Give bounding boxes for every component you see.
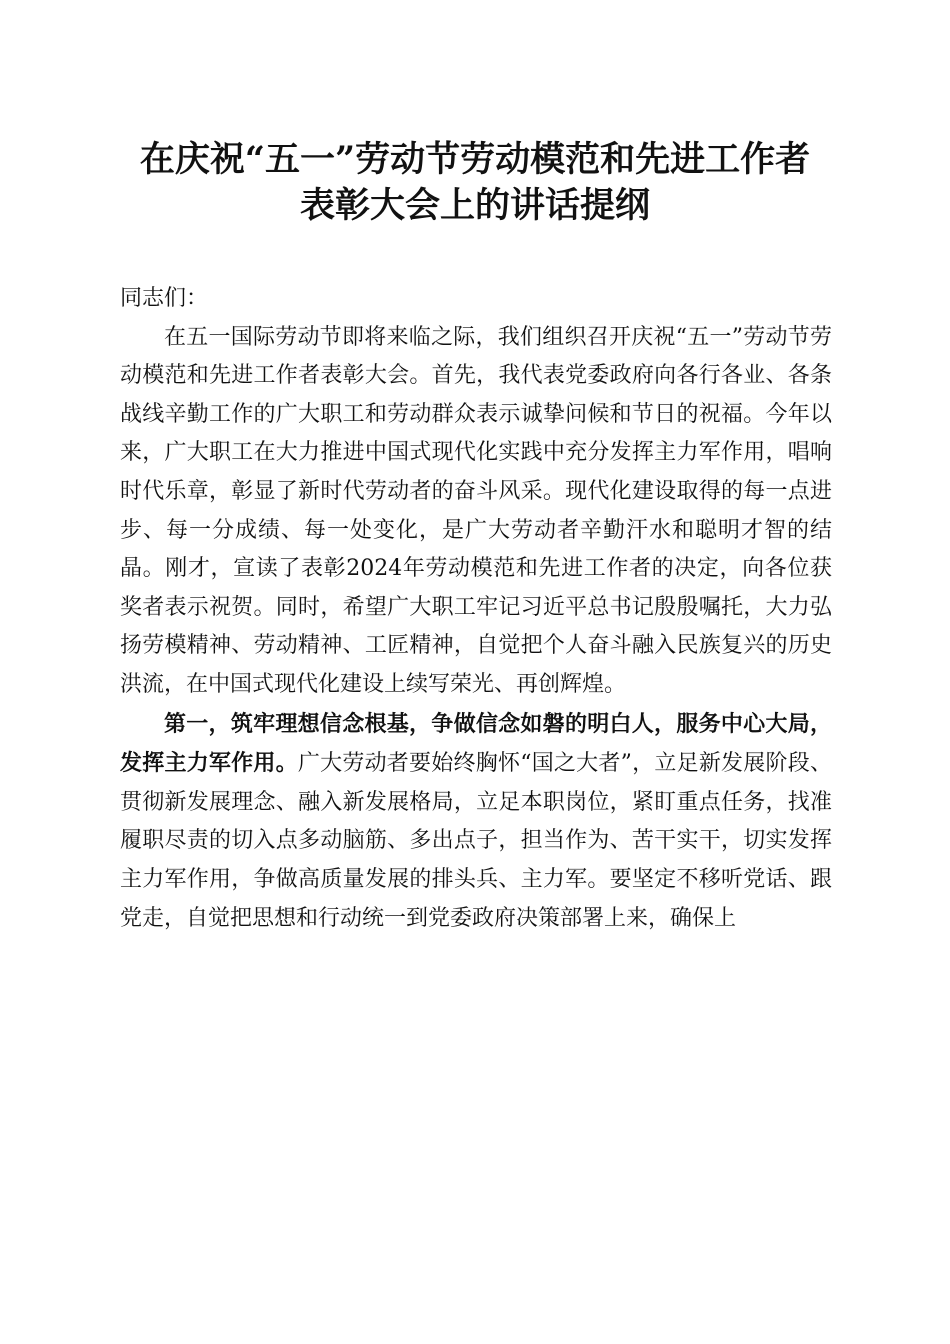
paragraph-1: 在五一国际劳动节即将来临之际，我们组织召开庆祝“五一”劳动节劳动模范和先进工作者表彰大会。首先，我代表党委政府向各行各业、各条战线辛勤工作的广大职工和劳动群众表示诚挚问候和节日的祝福。今年以来，广大职工在大力推进中国式现代化实践中充分发挥主力军作用，唱响时代乐章，彰显了新时代劳动者的奋斗风采。现代化建设取得的每一点进步、每一分成绩、每一处变化，是广大劳动者辛勤汗水和聪明才智的结晶。刚才，宣读了表彰2024年劳动模范和先进工作者的决定，向各位获奖者表示祝贺。同时，希望广大职工牢记习近平总书记殷殷嘱托，大力弘扬劳模精神、劳动精神、工匠精神，自觉把个人奋斗融入民族复兴的历史洪流，在中国式现代化建设上续写荣光、再创辉煌。: [120, 324, 832, 697]
document-body: [120, 280, 832, 938]
salutation: 同志们：: [120, 286, 209, 311]
paragraph-2-heading: 第一，筑牢理想信念根基，争做信念如磐的明白人，服务中心大局，发挥主力军作用。: [120, 710, 832, 777]
document-title: [60, 137, 890, 229]
title-line-2: 表彰大会上的讲话提纲: [299, 185, 650, 226]
paragraph-2: [120, 705, 832, 939]
title-line-1: 在庆祝“五一”劳动节劳动模范和先进工作者: [139, 139, 811, 180]
paragraph-2-body: 广大劳动者要始终胸怀“国之大者”，立足新发展阶段、贯彻新发展理念、融入新发展格局，立足本职岗位，紧盯重点任务，找准履职尽责的切入点多动脑筋、多出点子，担当作为、苦干实干，切实发挥主力军作用，争做高质量发展的排头兵、主力军。要坚定不移听党话、跟党走，自觉把思想和行动统一到党委政府决策部署上来，确保上: [120, 751, 832, 931]
